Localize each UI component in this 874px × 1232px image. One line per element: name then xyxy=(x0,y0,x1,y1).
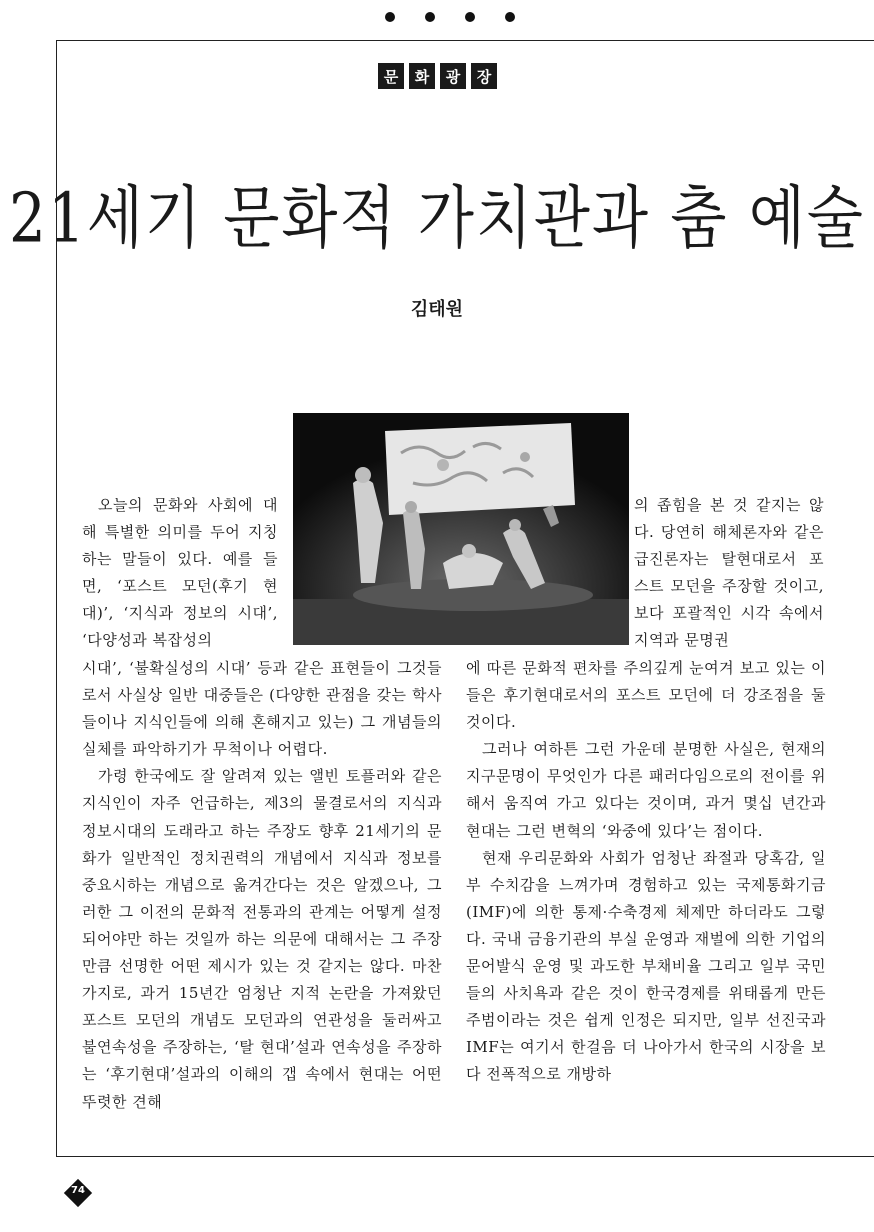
dot-ornament xyxy=(385,12,395,22)
body-paragraph: 현재 우리문화와 사회가 엄청난 좌절과 당혹감, 일부 수치감을 느껴가며 경험하고 있는 국제통화기금(IMF)에 의한 통제·수축경제 체제만 하더라도 그렇다. 국내 금융기관의 부실 운영과 재벌에 의한 기업의 문어발식 운영 및 과도한 부채비율 그리고 일부 국민들의 사치욕과 같은 것이 한국경제를 위태롭게 만든 주범이라는 것은 쉽게 인정은 되지만, 일부 선진국과 IMF는 여기서 한걸음 더 나아가서 한국의 시장을 보다 전폭적으로 개방하 xyxy=(466,848,826,1084)
dot-ornament xyxy=(465,12,475,22)
dance-photo-illustration xyxy=(293,413,629,645)
section-badge-char: 장 xyxy=(471,63,497,89)
body-paragraph: 그러나 여하튼 그런 가운데 분명한 사실은, 현재의 지구문명이 무엇인가 다른 패러다임으로의 전이를 위해서 움직여 가고 있다는 것이며, 과거 몇십 년간과 현대는 그런 변혁의 ‘와중에 있다’는 점이다. xyxy=(466,740,826,840)
article-author: 김태원 xyxy=(410,299,464,320)
section-badge xyxy=(378,63,497,89)
article-title: 21세기 문화적 가치관과 춤 예술 xyxy=(9,177,865,259)
body-column-left-top xyxy=(82,492,278,655)
section-badge-char: 문 xyxy=(378,63,404,89)
section-badge-char: 광 xyxy=(440,63,466,89)
page-number-badge xyxy=(64,1179,92,1207)
body-column-right-top xyxy=(634,492,824,655)
body-paragraph: 에 따른 문화적 편차를 주의깊게 눈여겨 보고 있는 이들은 후기현대로서의 포스트 모던에 더 강조점을 둘 것이다. xyxy=(466,659,826,732)
dot-ornament xyxy=(425,12,435,22)
body-column-left xyxy=(82,655,442,1116)
body-paragraph: 오늘의 문화와 사회에 대해 특별한 의미를 두어 지칭하는 말들이 있다. 예를 들면, ‘포스트 모던(후기 현대)’, ‘지식과 정보의 시대’, ‘다양성과 복잡성의 xyxy=(82,496,278,650)
section-badge-char: 화 xyxy=(409,63,435,89)
dance-performance-photo xyxy=(293,413,629,645)
page-number: 74 xyxy=(71,1185,85,1196)
dot-ornament xyxy=(505,12,515,22)
body-paragraph: 의 좁힘을 본 것 같지는 않다. 당연히 해체론자와 같은 급진론자는 탈현대로서 포스트 모던을 주장할 것이고, 보다 포괄적인 시각 속에서 지역과 문명권 xyxy=(634,496,824,650)
body-paragraph: 가령 한국에도 잘 알려져 있는 앨빈 토플러와 같은 지식인이 자주 언급하는, 제3의 물결로서의 지식과 정보시대의 도래라고 하는 주장도 향후 21세기의 문화가 일반적인 정치권력의 개념에서 지식과 정보를 중요시하는 개념으로 옮겨간다는 것은 알겠으나, 그러한 그 이전의 문화적 전통과의 관계는 어떻게 설정되어야만 하는 것일까 하는 의문에 대해서는 그 주장만큼 선명한 어떤 제시가 있는 것 같지는 않다. 마찬가지로, 과거 15년간 엄청난 지적 논란을 가져왔던 포스트 모던의 개념도 모던과의 연관성을 둘러싸고 불연속성을 주장하는, ‘탈 현대’설과 연속성을 주장하는 ‘후기현대’설과의 이해의 갭 속에서 현대는 어떤 뚜렷한 견해 xyxy=(82,767,442,1111)
body-paragraph: 시대’, ‘불확실성의 시대’ 등과 같은 표현들이 그것들로서 사실상 일반 대중들은 (다양한 관점을 갖는 학사들이나 지식인들에 의해 혼해지고 있는) 그 개념들의 실체를 파악하기가 무척이나 어렵다. xyxy=(82,659,442,759)
header-dots xyxy=(385,12,515,26)
body-column-right xyxy=(466,655,826,1089)
